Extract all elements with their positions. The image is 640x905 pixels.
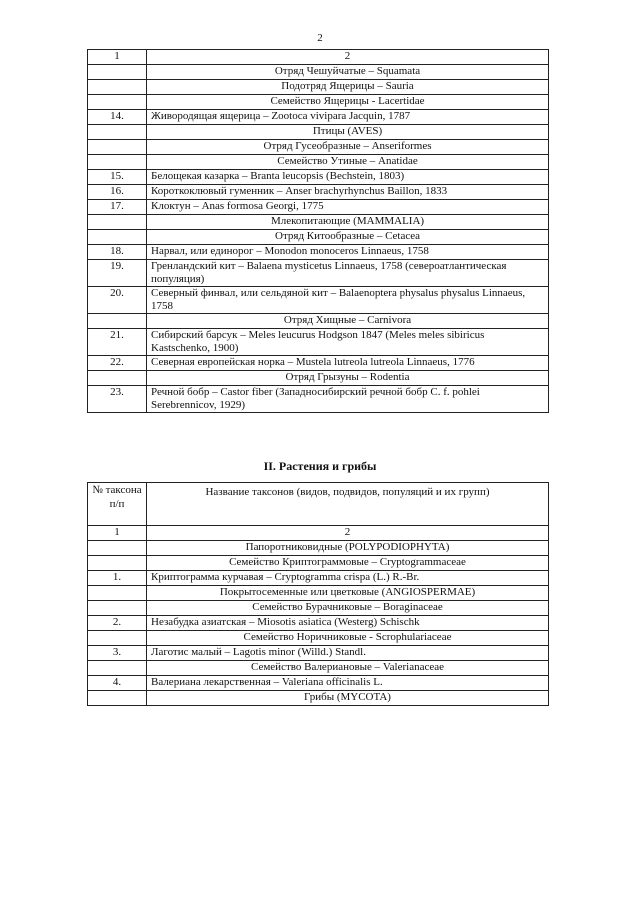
table-row (88, 586, 549, 601)
taxon-group-cell: Покрытосеменные или цветковые (ANGIOSPERMAE) (147, 586, 549, 601)
taxon-group-cell: Подотряд Ящерицы – Sauria (147, 80, 549, 95)
taxon-name-cell: Северная европейская норка – Mustela lutreola lutreola Linnaeus, 1776 (147, 356, 549, 371)
table-row (88, 170, 549, 185)
row-number-cell (88, 556, 147, 571)
row-number-cell (88, 661, 147, 676)
header-name-cell: Название таксонов (видов, подвидов, популяций и их групп) (147, 483, 549, 526)
table-row (88, 661, 549, 676)
row-number-cell (88, 95, 147, 110)
table-row (88, 356, 549, 371)
row-number-cell: 20. (88, 287, 147, 314)
taxon-name-cell: Нарвал, или единорог – Monodon monoceros Linnaeus, 1758 (147, 245, 549, 260)
table-row (88, 571, 549, 586)
row-number-cell (88, 125, 147, 140)
table-row (88, 371, 549, 386)
taxon-name-cell: Короткоклювый гуменник – Anser brachyrhynchus Baillon, 1833 (147, 185, 549, 200)
table-row (88, 691, 549, 706)
table-row (88, 215, 549, 230)
taxon-group-cell: Отряд Хищные – Carnivora (147, 314, 549, 329)
taxon-name-cell: Белощекая казарка – Branta leucopsis (Bechstein, 1803) (147, 170, 549, 185)
row-number-cell: 14. (88, 110, 147, 125)
row-number-cell (88, 140, 147, 155)
section-title: II. Растения и грибы (263, 459, 377, 473)
taxon-name-cell: Лаготис малый – Lagotis minor (Willd.) Standl. (147, 646, 549, 661)
taxon-group-cell: Папоротниковидные (POLYPODIOPHYTA) (147, 541, 549, 556)
table-row (88, 125, 549, 140)
taxon-group-cell: Отряд Грызуны – Rodentia (147, 371, 549, 386)
taxon-group-cell: Семейство Норичниковые - Scrophulariaceae (147, 631, 549, 646)
taxon-name-cell: Сибирский барсук – Meles leucurus Hodgson 1847 (Meles meles sibiricus Kastschenko, 1900) (147, 329, 549, 356)
taxon-group-cell: Птицы (AVES) (147, 125, 549, 140)
row-number-cell: 16. (88, 185, 147, 200)
table-row (88, 140, 549, 155)
taxon-name-cell: Клоктун – Anas formosa Georgi, 1775 (147, 200, 549, 215)
taxon-group-cell: Отряд Китообразные – Cetacea (147, 230, 549, 245)
taxon-group-cell: 2 (147, 526, 549, 541)
table-row (88, 287, 549, 314)
row-number-cell: 1. (88, 571, 147, 586)
row-number-cell: 18. (88, 245, 147, 260)
table-row (88, 230, 549, 245)
row-number-cell: 15. (88, 170, 147, 185)
row-number-cell (88, 586, 147, 601)
table-row (88, 200, 549, 215)
table-row (88, 65, 549, 80)
row-number-cell: 17. (88, 200, 147, 215)
table-row (88, 185, 549, 200)
table-row (88, 646, 549, 661)
row-number-cell (88, 601, 147, 616)
row-number-cell: 3. (88, 646, 147, 661)
taxon-group-cell: 2 (147, 50, 549, 65)
table-row (88, 314, 549, 329)
header-num-cell: № таксона п/п (88, 483, 147, 526)
row-number-cell (88, 314, 147, 329)
taxon-group-cell: Млекопитающие (MAMMALIA) (147, 215, 549, 230)
taxon-name-cell: Валериана лекарственная – Valeriana officinalis L. (147, 676, 549, 691)
row-number-cell (88, 541, 147, 556)
table-row (88, 526, 549, 541)
taxon-group-cell: Семейство Валериановые – Valerianaceae (147, 661, 549, 676)
taxon-group-cell: Грибы (MYCOTA) (147, 691, 549, 706)
taxon-group-cell: Семейство Криптограммовые – Cryptogrammaceae (147, 556, 549, 571)
taxon-group-cell: Семейство Ящерицы - Lacertidae (147, 95, 549, 110)
row-number-cell: 22. (88, 356, 147, 371)
taxon-name-cell: Гренландский кит – Balaena mysticetus Linnaeus, 1758 (североатлантическая популяция) (147, 260, 549, 287)
row-number-cell (88, 371, 147, 386)
row-number-cell (88, 230, 147, 245)
taxon-group-cell: Отряд Гусеобразные – Anseriformes (147, 140, 549, 155)
taxon-group-cell: Отряд Чешуйчатые – Squamata (147, 65, 549, 80)
row-number-cell: 19. (88, 260, 147, 287)
table-row (88, 616, 549, 631)
row-number-cell: 1 (88, 526, 147, 541)
page-number: 2 (317, 32, 323, 44)
fauna-table-body (88, 50, 549, 413)
taxon-group-cell: Семейство Утиные – Anatidae (147, 155, 549, 170)
row-number-cell: 1 (88, 50, 147, 65)
row-number-cell (88, 631, 147, 646)
row-number-cell (88, 155, 147, 170)
taxon-name-cell: Криптограмма курчавая – Cryptogramma crispa (L.) R.-Br. (147, 571, 549, 586)
row-number-cell: 23. (88, 386, 147, 413)
table-row (88, 50, 549, 65)
table-row (88, 95, 549, 110)
table-row (88, 601, 549, 616)
table-row (88, 541, 549, 556)
table-row (88, 676, 549, 691)
row-number-cell (88, 65, 147, 80)
taxon-group-cell: Семейство Бурачниковые – Boraginaceae (147, 601, 549, 616)
row-number-cell (88, 215, 147, 230)
table-row (88, 386, 549, 413)
row-number-cell (88, 691, 147, 706)
taxon-name-cell: Речной бобр – Castor fiber (Западносибирский речной бобр C. f. pohlei Serebrennicov, 1929) (147, 386, 549, 413)
taxon-name-cell: Северный финвал, или сельдяной кит – Balaenoptera physalus physalus Linnaeus, 1758 (147, 287, 549, 314)
table-row (88, 556, 549, 571)
table-row (88, 155, 549, 170)
table-row (88, 329, 549, 356)
table-row (88, 260, 549, 287)
row-number-cell: 2. (88, 616, 147, 631)
table-header-row (88, 483, 549, 526)
flora-table-body (88, 526, 549, 706)
flora-table (87, 482, 549, 706)
row-number-cell: 21. (88, 329, 147, 356)
fauna-table (87, 49, 549, 413)
taxon-name-cell: Незабудка азиатская – Miosotis asiatica (Westerg) Schischk (147, 616, 549, 631)
table-row (88, 80, 549, 95)
row-number-cell: 4. (88, 676, 147, 691)
taxon-name-cell: Живородящая ящерица – Zootoca vivipara Jacquin, 1787 (147, 110, 549, 125)
row-number-cell (88, 80, 147, 95)
table-row (88, 110, 549, 125)
table-row (88, 631, 549, 646)
table-row (88, 245, 549, 260)
